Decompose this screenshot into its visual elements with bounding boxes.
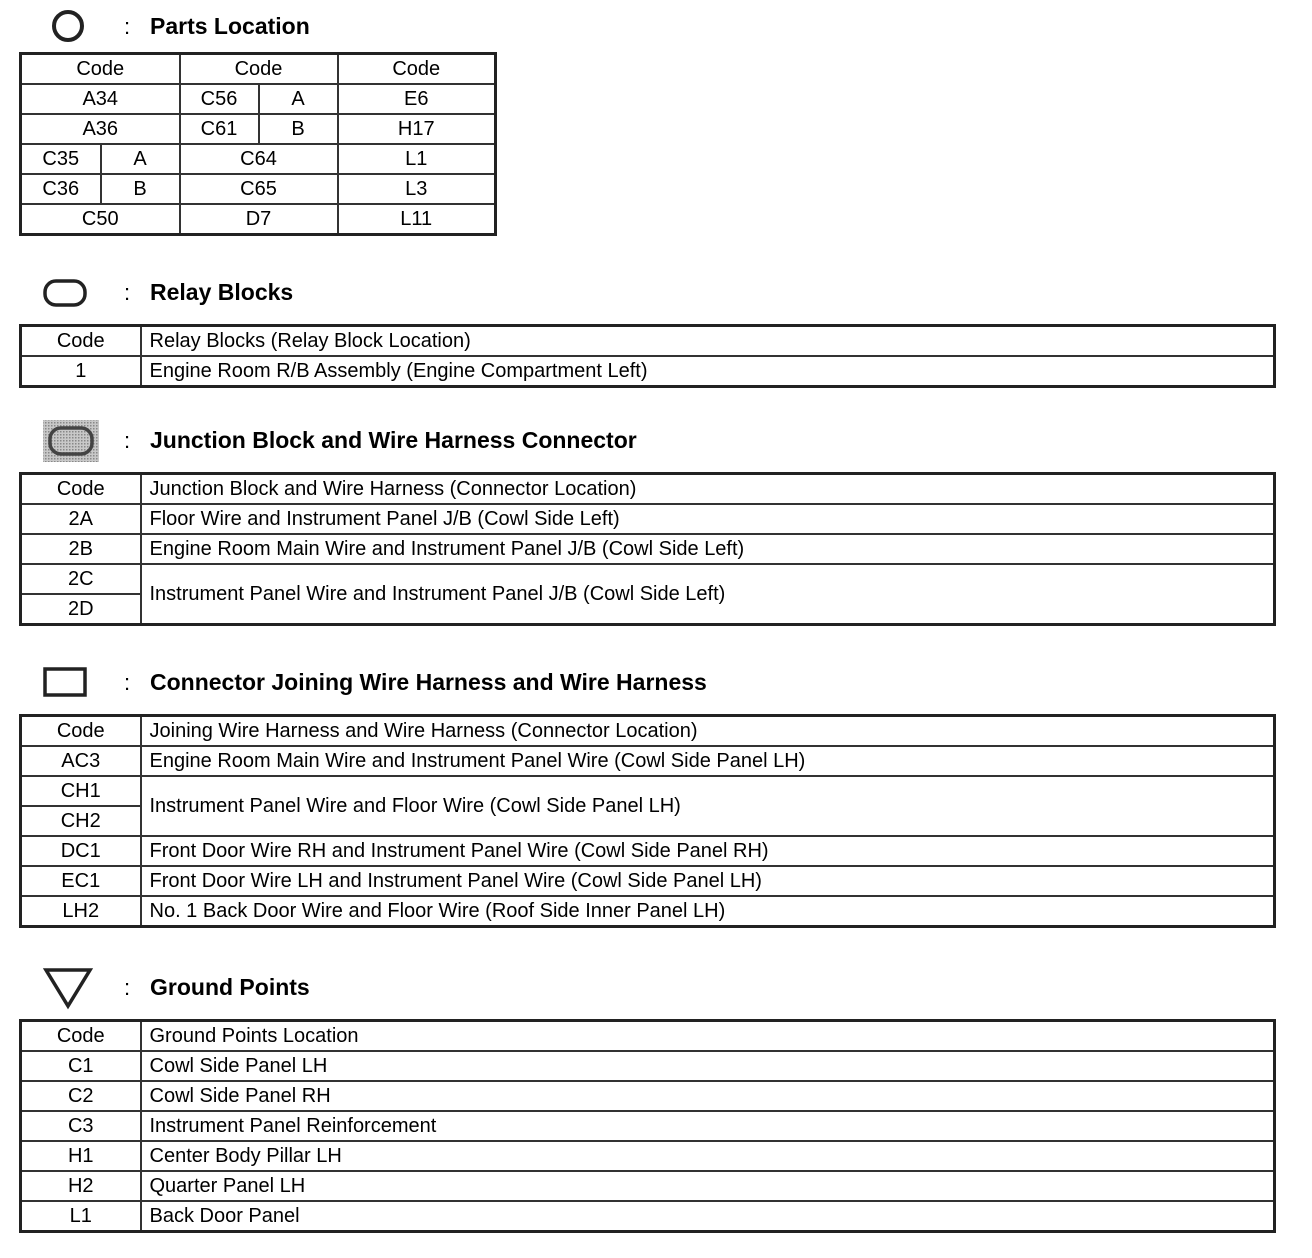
code-cell: A <box>259 84 338 114</box>
table-row <box>21 534 1275 564</box>
location-cell: Instrument Panel Wire and Instrument Panel J/B (Cowl Side Left) <box>141 564 1275 625</box>
code-cell: C50 <box>21 204 180 235</box>
code-cell: E6 <box>338 84 496 114</box>
code-cell: D7 <box>180 204 338 235</box>
header-cell: Ground Points Location <box>141 1021 1275 1052</box>
header-cell: Code <box>338 54 496 85</box>
code-cell: C2 <box>21 1081 141 1111</box>
code-cell: A34 <box>21 84 180 114</box>
table-header-row <box>21 1021 1275 1052</box>
header-cell: Code <box>21 54 180 85</box>
table-row <box>21 1201 1275 1232</box>
code-cell: C1 <box>21 1051 141 1081</box>
header-cell: Code <box>21 326 141 357</box>
code-cell: L1 <box>21 1201 141 1232</box>
code-cell: C65 <box>180 174 338 204</box>
location-cell: Instrument Panel Reinforcement <box>141 1111 1275 1141</box>
table-row <box>21 896 1275 927</box>
code-cell: C35 <box>21 144 101 174</box>
location-cell: Floor Wire and Instrument Panel J/B (Cowl Side Left) <box>141 504 1275 534</box>
section-title: Connector Joining Wire Harness and Wire Harness <box>150 669 707 695</box>
section-title: Relay Blocks <box>150 279 294 305</box>
location-cell: Quarter Panel LH <box>141 1171 1275 1201</box>
table-row <box>21 356 1275 387</box>
circle-icon <box>50 8 86 44</box>
code-cell: 1 <box>21 356 141 387</box>
colon: : <box>124 975 131 1000</box>
table-header-row <box>21 326 1275 357</box>
section-title: Ground Points <box>150 974 310 1000</box>
code-cell: B <box>101 174 180 204</box>
table-row <box>21 114 496 144</box>
location-cell: Back Door Panel <box>141 1201 1275 1232</box>
location-cell: Center Body Pillar LH <box>141 1141 1275 1171</box>
location-cell: Engine Room Main Wire and Instrument Panel Wire (Cowl Side Panel LH) <box>141 746 1275 776</box>
section-title: Junction Block and Wire Harness Connector <box>150 427 637 453</box>
code-cell: CH1 <box>21 776 141 806</box>
code-cell: C61 <box>180 114 259 144</box>
table-row <box>21 564 1275 594</box>
table-row <box>21 84 496 114</box>
code-cell: DC1 <box>21 836 141 866</box>
parts-location-table <box>19 52 497 236</box>
code-cell: L1 <box>338 144 496 174</box>
header-cell: Code <box>21 1021 141 1052</box>
triangle-icon <box>42 966 94 1010</box>
junction-block-icon <box>42 419 100 463</box>
table-row <box>21 1171 1275 1201</box>
code-cell: AC3 <box>21 746 141 776</box>
code-cell: CH2 <box>21 806 141 836</box>
table-row <box>21 776 1275 806</box>
code-cell: LH2 <box>21 896 141 927</box>
table-row <box>21 204 496 235</box>
code-cell: A36 <box>21 114 180 144</box>
table-row <box>21 144 496 174</box>
section-title: Parts Location <box>150 13 310 39</box>
code-cell: 2C <box>21 564 141 594</box>
code-cell: C3 <box>21 1111 141 1141</box>
junction-block-table <box>19 472 1276 626</box>
location-cell: Cowl Side Panel RH <box>141 1081 1275 1111</box>
code-cell: 2B <box>21 534 141 564</box>
location-cell: Instrument Panel Wire and Floor Wire (Cowl Side Panel LH) <box>141 776 1275 836</box>
code-cell: C56 <box>180 84 259 114</box>
table-row <box>21 836 1275 866</box>
table-row <box>21 1081 1275 1111</box>
ground-points-table <box>19 1019 1276 1233</box>
colon: : <box>124 14 131 39</box>
table-header-row <box>21 54 496 85</box>
location-cell: Front Door Wire RH and Instrument Panel Wire (Cowl Side Panel RH) <box>141 836 1275 866</box>
colon: : <box>124 428 131 453</box>
code-cell: 2A <box>21 504 141 534</box>
code-cell: L3 <box>338 174 496 204</box>
table-header-row <box>21 716 1275 747</box>
location-cell: Engine Room Main Wire and Instrument Panel J/B (Cowl Side Left) <box>141 534 1275 564</box>
table-row <box>21 174 496 204</box>
table-row <box>21 1141 1275 1171</box>
square-icon <box>42 666 88 698</box>
header-cell: Code <box>21 474 141 505</box>
code-cell: 2D <box>21 594 141 625</box>
table-header-row <box>21 474 1275 505</box>
connector-joining-table <box>19 714 1276 928</box>
code-cell: H1 <box>21 1141 141 1171</box>
header-cell: Code <box>180 54 338 85</box>
table-row <box>21 746 1275 776</box>
code-cell: A <box>101 144 180 174</box>
colon: : <box>124 670 131 695</box>
rounded-rect-icon <box>42 278 88 308</box>
code-cell: EC1 <box>21 866 141 896</box>
table-row <box>21 866 1275 896</box>
code-cell: L11 <box>338 204 496 235</box>
location-cell: No. 1 Back Door Wire and Floor Wire (Roof Side Inner Panel LH) <box>141 896 1275 927</box>
code-cell: B <box>259 114 338 144</box>
code-cell: C36 <box>21 174 101 204</box>
code-cell: C64 <box>180 144 338 174</box>
location-cell: Front Door Wire LH and Instrument Panel Wire (Cowl Side Panel LH) <box>141 866 1275 896</box>
table-row <box>21 1111 1275 1141</box>
code-cell: H17 <box>338 114 496 144</box>
table-row <box>21 1051 1275 1081</box>
location-cell: Engine Room R/B Assembly (Engine Compartment Left) <box>141 356 1275 387</box>
code-cell: H2 <box>21 1171 141 1201</box>
header-cell: Joining Wire Harness and Wire Harness (Connector Location) <box>141 716 1275 747</box>
relay-blocks-table <box>19 324 1276 388</box>
header-cell: Junction Block and Wire Harness (Connector Location) <box>141 474 1275 505</box>
location-cell: Cowl Side Panel LH <box>141 1051 1275 1081</box>
colon: : <box>124 280 131 305</box>
header-cell: Relay Blocks (Relay Block Location) <box>141 326 1275 357</box>
header-cell: Code <box>21 716 141 747</box>
table-row <box>21 504 1275 534</box>
